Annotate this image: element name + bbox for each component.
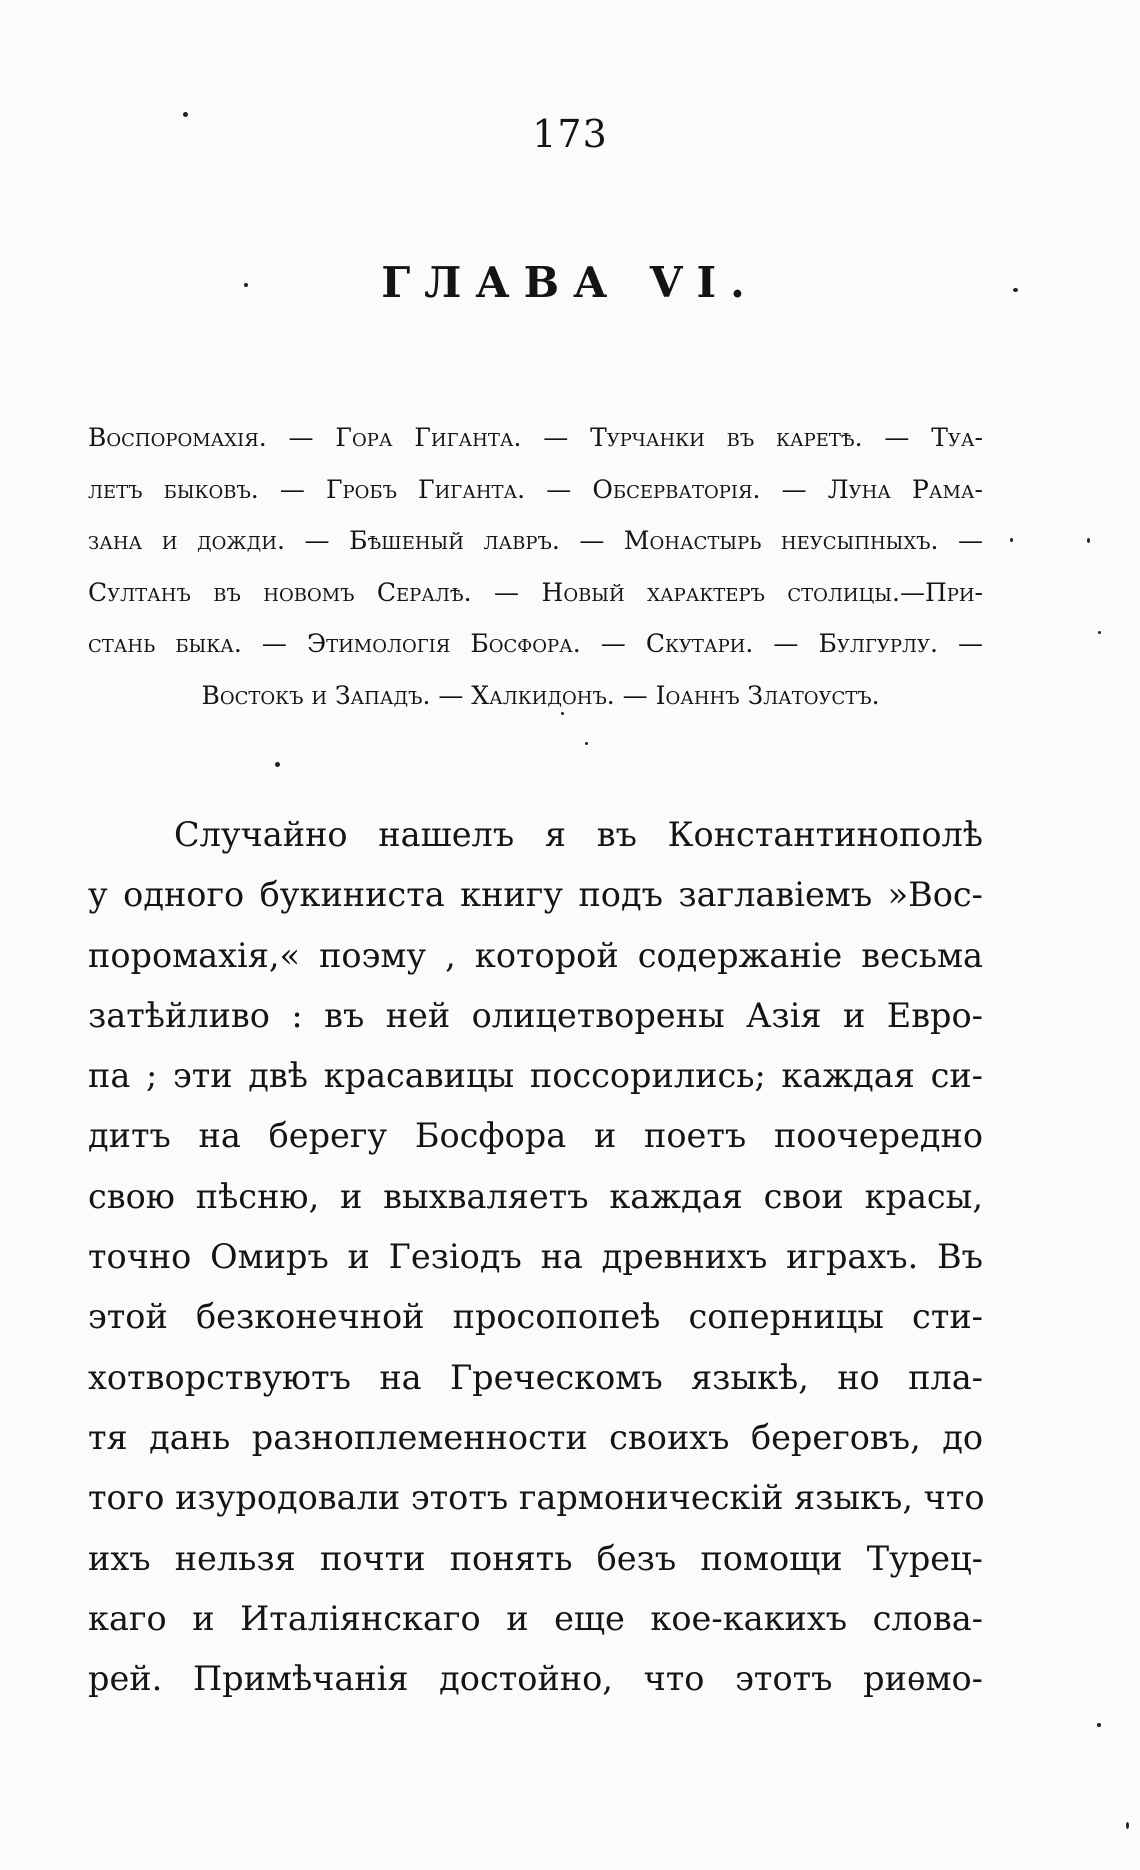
scan-speck bbox=[1087, 538, 1090, 543]
paragraph-line: дитъ на берегу Босфора и поетъ поочередно bbox=[88, 1116, 983, 1156]
paragraph-line: поромахія,« поэму , которой содержаніе весьма bbox=[88, 935, 983, 975]
paragraph-line: затѣйливо : въ ней олицетворены Азія и Евро- bbox=[88, 995, 983, 1035]
summary-line: летъ быковъ. — Гробъ Гиганта. — Обсерваторія. — Луна Рама- bbox=[88, 474, 983, 504]
summary-line: Султанъ въ новомъ Сералѣ. — Новый характеръ столицы.—При- bbox=[88, 577, 983, 607]
paragraph-line: свою пѣсню, и выхваляетъ каждая свои красы, bbox=[88, 1176, 983, 1216]
scan-speck bbox=[1097, 1723, 1101, 1727]
chapter-summary bbox=[88, 412, 983, 721]
scan-speck bbox=[561, 712, 564, 715]
scan-speck bbox=[1010, 538, 1013, 542]
chapter-title: ГЛАВА VI. bbox=[381, 258, 759, 307]
paragraph-line: Случайно нашелъ я въ Константинополѣ bbox=[174, 815, 983, 854]
paragraph-line: точно Омиръ и Гезіодъ на древнихъ играхъ. Въ bbox=[88, 1237, 983, 1277]
scan-speck bbox=[1126, 1822, 1129, 1829]
summary-line: Востокъ и Западъ. — Халкидонъ. — Іоаннъ Златоустъ. bbox=[201, 680, 880, 710]
summary-line: Воспоромахія. — Гора Гиганта. — Турчанки въ каретѣ. — Туа- bbox=[88, 423, 983, 452]
paragraph-line: хотворствуютъ на Греческомъ языкѣ, но пла- bbox=[88, 1357, 983, 1397]
scan-speck bbox=[183, 112, 188, 117]
scan-speck bbox=[1013, 288, 1018, 292]
summary-line: зана и дожди. — Бѣшеный лавръ. — Монастырь неусыпныхъ. — bbox=[88, 526, 983, 555]
paragraph-line: каго и Италіянскаго и еще кое-какихъ слова- bbox=[88, 1598, 983, 1638]
body-paragraph bbox=[88, 805, 983, 1709]
scan-speck bbox=[585, 742, 588, 745]
scan-speck bbox=[275, 762, 280, 767]
paragraph-line: ихъ нельзя почти понять безъ помощи Турец- bbox=[88, 1538, 983, 1578]
scan-speck bbox=[244, 283, 248, 287]
summary-line: стань быка. — Этимологія Босфора. — Скутари. — Булгурлу. — bbox=[88, 629, 983, 658]
page-number: 173 bbox=[532, 112, 608, 156]
paragraph-line: у одного букиниста книгу подъ заглавіемъ »Вос- bbox=[88, 875, 983, 915]
paragraph-line: рей. Примѣчанія достойно, что этотъ риѳмо- bbox=[88, 1659, 983, 1699]
paragraph-line: того изуродовали этотъ гармоническій языкъ, что bbox=[88, 1478, 985, 1518]
paragraph-line: па ; эти двѣ красавицы поссорились; каждая си- bbox=[88, 1056, 983, 1096]
paragraph-line: этой безконечной просопопеѣ соперницы сти- bbox=[88, 1297, 983, 1337]
paragraph-line: тя дань разноплеменности своихъ береговъ, до bbox=[88, 1417, 983, 1457]
scan-speck bbox=[1098, 631, 1101, 634]
